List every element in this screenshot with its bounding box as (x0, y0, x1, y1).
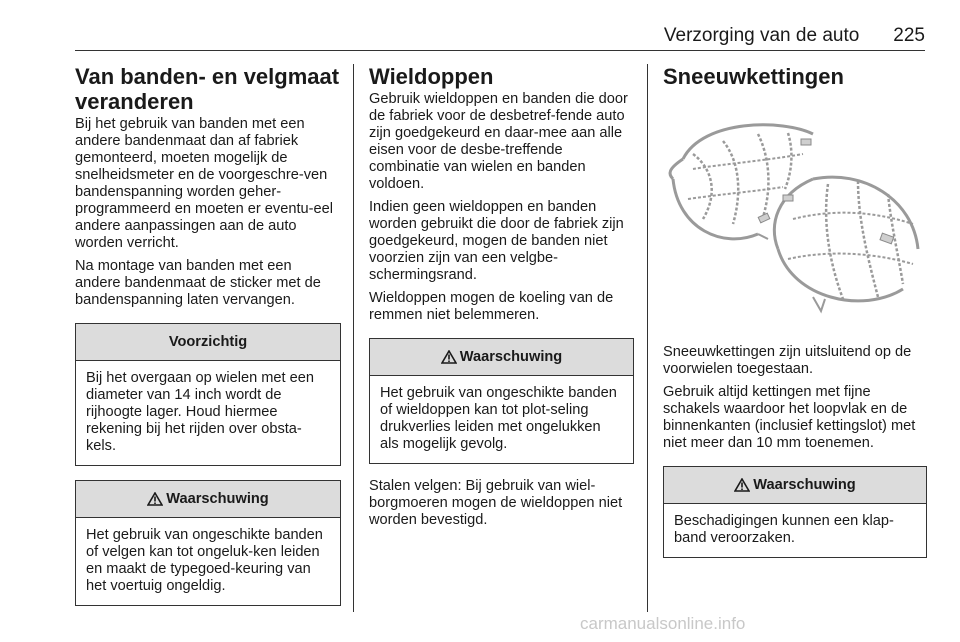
section-title: Verzorging van de auto (663, 25, 860, 46)
warning-header (76, 481, 340, 518)
paragraph: Gebruik wieldoppen en banden die door de fabriek voor de desbetref-fende auto zijn goedgekeurd en daar-mee aan alle eisen voor de desbe-treffende combinatie van wielen en banden voldoen. (369, 91, 628, 192)
column-middle (369, 64, 634, 535)
heading-tire-size: Van banden- en velgmaat veranderen (75, 64, 340, 114)
caution-label: Voorzichtig (76, 324, 340, 361)
warning-text: Het gebruik van ongeschikte banden of velgen kan tot ongeluk-ken leiden en maakt de typegoed-keuring van het voertuig ongeldig. (86, 527, 323, 594)
heading-snow-chains: Sneeuwkettingen (663, 64, 844, 89)
warning-header (664, 467, 926, 504)
column-left (75, 64, 341, 606)
warning-triangle-icon (441, 350, 457, 364)
warning-box (663, 466, 927, 558)
warning-triangle-icon (147, 492, 163, 506)
column-divider (647, 64, 648, 612)
paragraph: Bij het gebruik van banden met een andere bandenmaat dan af fabriek gemonteerd, moeten mogelijk de snelheidsmeter en de voorgeschre-ven bandenspanning worden geher-programmeerd en moeten er eventu-eel andere aanpassingen aan de auto worden verricht. (75, 116, 333, 251)
column-right (663, 64, 927, 558)
paragraph: Na montage van banden met een andere bandenmaat de sticker met de bandenspanning laten vervangen. (75, 258, 321, 308)
warning-text: Beschadigingen kunnen een klap-band veroorzaken. (674, 513, 894, 546)
warning-box (369, 338, 634, 464)
page-header (75, 22, 925, 51)
heading-wheel-covers: Wieldoppen (369, 64, 494, 89)
warning-label: Waarschuwing (166, 491, 269, 507)
warning-header (370, 339, 633, 376)
page-number: 225 (893, 25, 925, 46)
snow-chains-illustration (663, 99, 927, 321)
warning-label: Waarschuwing (753, 477, 856, 493)
warning-triangle-icon (734, 478, 750, 492)
watermark: carmanualsonline.info (580, 614, 746, 633)
column-divider (353, 64, 354, 612)
paragraph: Stalen velgen: Bij gebruik van wiel-borgmoeren mogen de wieldoppen niet worden bevestigd. (369, 478, 623, 528)
paragraph: Gebruik altijd kettingen met fijne schakels waardoor het loopvlak en de binnenkanten (inclusief kettingslot) met niet meer dan 10 mm toenemen. (663, 384, 916, 451)
paragraph: Wieldoppen mogen de koeling van de remmen niet belemmeren. (369, 290, 614, 323)
caution-text: Bij het overgaan op wielen met een diameter van 14 inch wordt de rijhoogte lager. Houd hiermee rekening bij het rijden over obsta-kels. (86, 370, 314, 454)
paragraph: Indien geen wieldoppen en banden worden gebruikt die door de fabriek zijn goedgekeurd, mogen de banden niet voorzien zijn van een velgbe-schermingsrand. (369, 199, 624, 283)
caution-box (75, 323, 341, 466)
paragraph: Sneeuwkettingen zijn uitsluitend op de voorwielen toegestaan. (663, 344, 912, 377)
warning-box (75, 480, 341, 606)
warning-text: Het gebruik van ongeschikte banden of wieldoppen kan tot plot-seling drukverlies leiden met ongelukken als mogelijk gevolg. (380, 385, 617, 452)
warning-label: Waarschuwing (459, 349, 563, 365)
